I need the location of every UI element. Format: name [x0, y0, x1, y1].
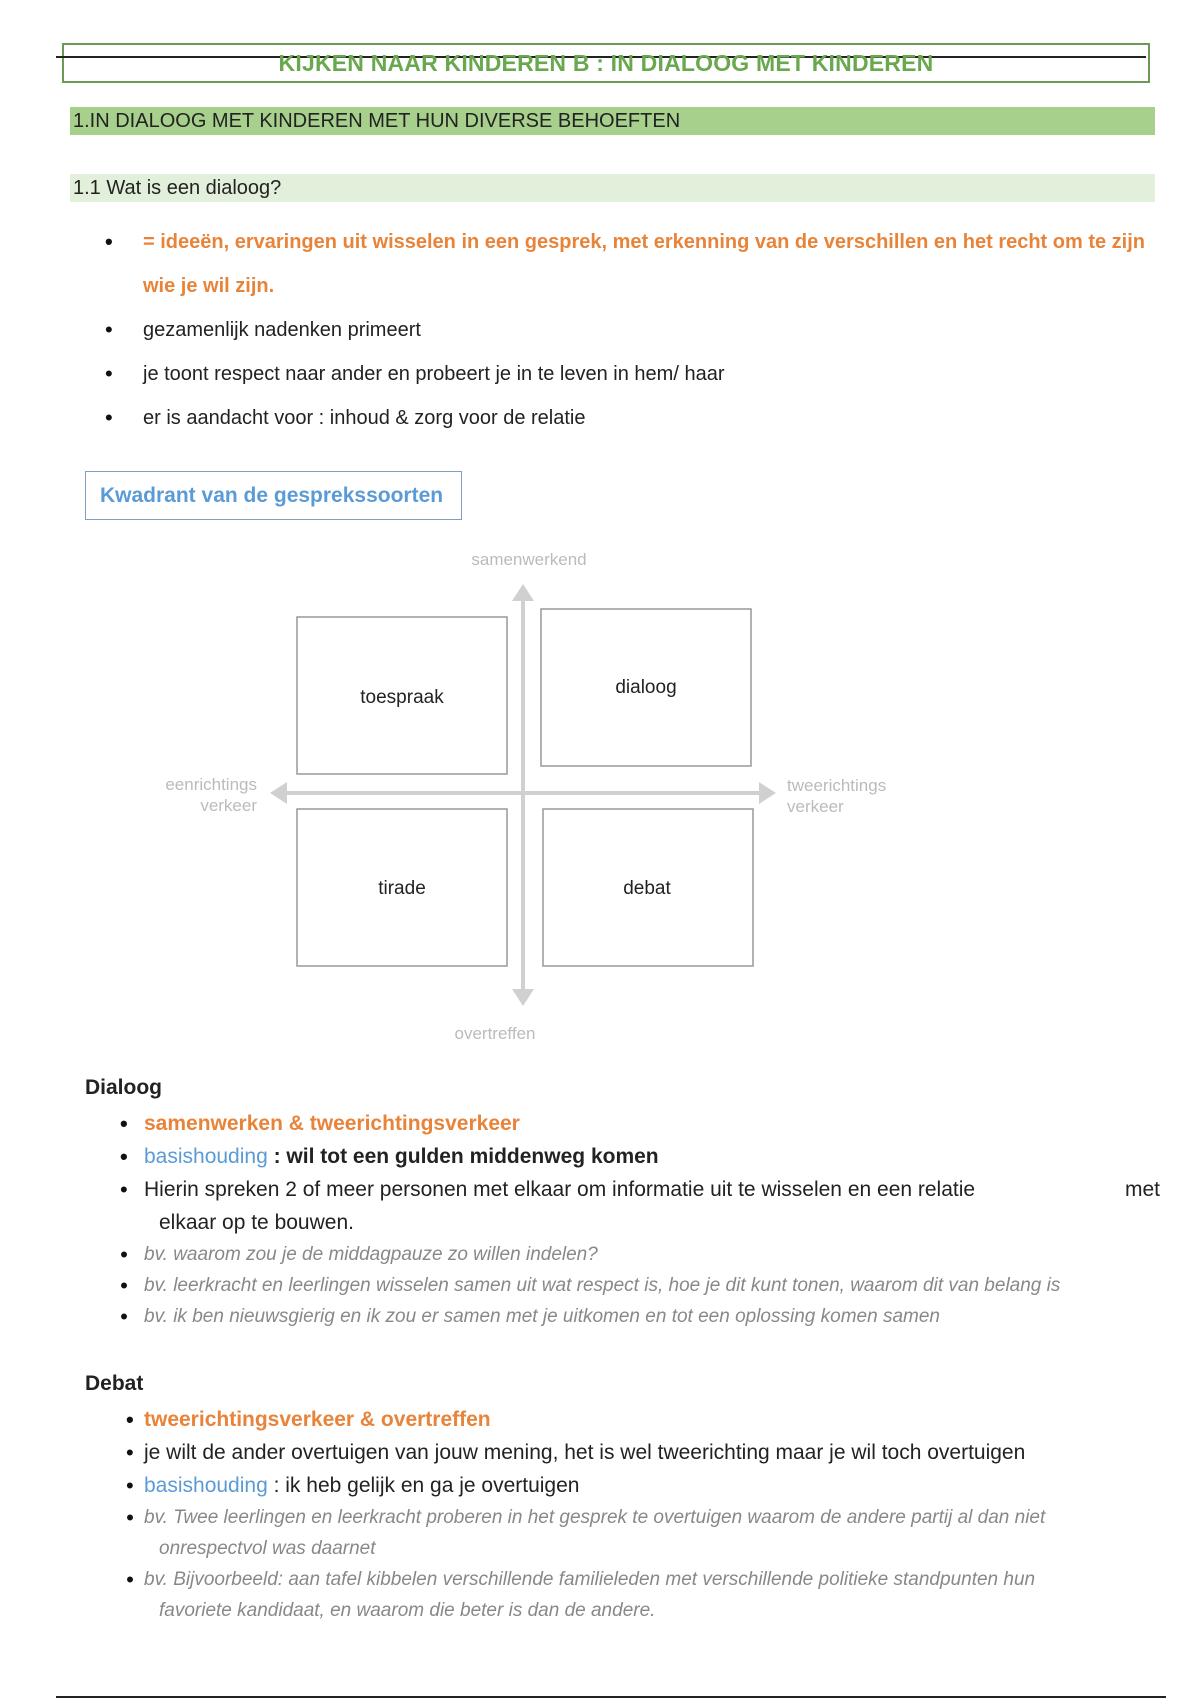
- axis-label-bottom: overtreffen: [454, 1024, 536, 1043]
- arrow-up-icon: [512, 584, 534, 601]
- document-title: KIJKEN NAAR KINDEREN B : IN DIALOOG MET KINDEREN: [278, 50, 934, 76]
- list-item: • je toont respect naar ander en probeert je in te leven in hem/ haar: [105, 352, 1155, 396]
- list-item: • tweerichtingsverkeer & overtreffen: [126, 1403, 1166, 1436]
- example-item: [126, 1502, 1166, 1564]
- axis-label-right-1: tweerichtings: [787, 776, 887, 795]
- kwadrant-title: Kwadrant van de gesprekssoorten: [100, 484, 444, 507]
- debat-bullet-list: [126, 1403, 1166, 1626]
- list-item: • je wilt de ander overtuigen van jouw mening, het is wel tweerichting maar je wil toch overtuigen: [126, 1436, 1166, 1469]
- axis-label-top: samenwerkend: [471, 550, 587, 569]
- example-item: • bv. leerkracht en leerlingen wisselen samen uit wat respect is, hoe je dit kunt tonen, waarom dit van belang is: [120, 1270, 1160, 1301]
- list-item: • = ideeën, ervaringen uit wisselen in een gesprek, met erkenning van de verschillen en het recht om te zijn wie je wil zijn.: [105, 220, 1155, 308]
- keyword-basishouding: basishouding: [144, 1474, 268, 1497]
- arrow-right-icon: [759, 782, 776, 804]
- list-item-text: Hierin spreken 2 of meer personen met elkaar om informatie uit te wisselen en een relatie: [144, 1178, 976, 1201]
- keyword-basishouding: basishouding: [144, 1145, 268, 1168]
- list-item-text-end: met: [1124, 1178, 1160, 1201]
- list-item-text: : ik heb gelijk en ga je overtuigen: [267, 1474, 580, 1497]
- list-item: • gezamenlijk nadenken primeert: [105, 308, 1155, 352]
- quadrant-label-dialoog: dialoog: [615, 677, 677, 698]
- arrow-down-icon: [512, 989, 534, 1006]
- axis-label-left-2: verkeer: [200, 796, 257, 815]
- section-title-dialoog: Dialoog: [85, 1076, 162, 1099]
- list-item: [126, 1469, 1166, 1502]
- example-text-cont: favoriete kandidaat, en waarom die beter is dan de andere.: [159, 1600, 656, 1621]
- list-item: [120, 1173, 1160, 1239]
- section-title-debat: Debat: [85, 1372, 144, 1395]
- list-item: • er is aandacht voor : inhoud & zorg voor de relatie: [105, 396, 1155, 440]
- arrow-left-icon: [270, 782, 287, 804]
- quadrant-label-tirade: tirade: [378, 878, 426, 899]
- heading-1: 1.IN DIALOOG MET KINDEREN MET HUN DIVERSE BEHOEFTEN: [70, 107, 1155, 135]
- heading-1-1: 1.1 Wat is een dialoog?: [70, 174, 1155, 202]
- dialoog-bullet-list: [120, 1107, 1160, 1332]
- example-item: • bv. waarom zou je de middagpauze zo willen indelen?: [120, 1239, 1160, 1270]
- axis-label-left-1: eenrichtings: [165, 775, 257, 794]
- list-item: • samenwerken & tweerichtingsverkeer: [120, 1107, 1160, 1140]
- axis-label-right-2: verkeer: [787, 797, 844, 816]
- quadrant-label-debat: debat: [623, 878, 671, 899]
- list-item-text-cont: elkaar op te bouwen.: [159, 1211, 354, 1234]
- example-item: • bv. ik ben nieuwsgierig en ik zou er samen met je uitkomen en tot een oplossing komen samen: [120, 1301, 1160, 1332]
- example-text-cont: onrespectvol was daarnet: [159, 1538, 376, 1559]
- page-bottom-rule: [56, 1696, 1166, 1698]
- quadrant-label-toespraak: toespraak: [360, 687, 444, 708]
- list-item: [120, 1140, 1160, 1173]
- example-text: bv. Twee leerlingen en leerkracht proberen in het gesprek te overtuigen waarom de andere partij al dan niet: [144, 1507, 1046, 1528]
- example-text: bv. Bijvoorbeeld: aan tafel kibbelen verschillende familieleden met verschillende politieke standpunten hun: [144, 1569, 1036, 1590]
- list-item-text: : wil tot een gulden middenweg komen: [267, 1145, 659, 1168]
- example-item: [126, 1564, 1166, 1626]
